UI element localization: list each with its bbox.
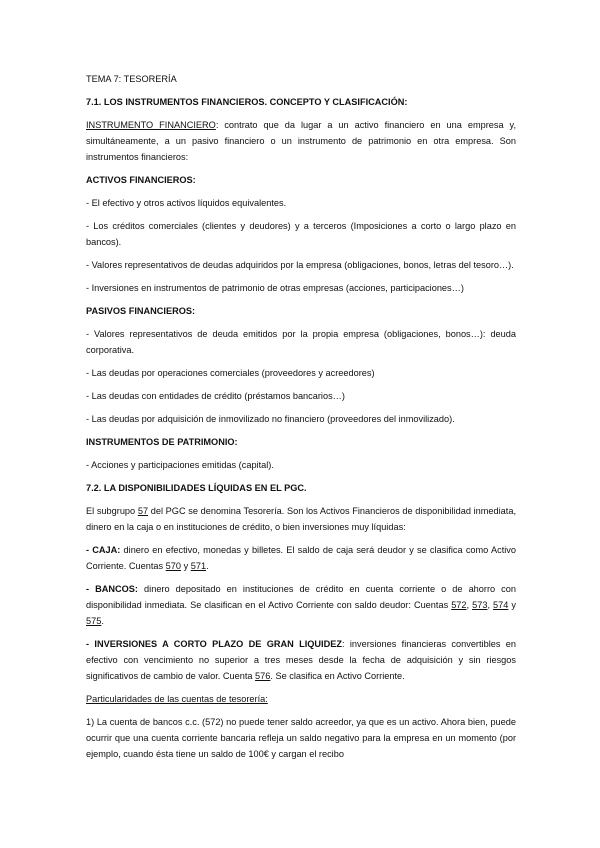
patrimonio-item-1: - Acciones y participaciones emitidas (capital). (86, 460, 274, 470)
account-571: 571 (190, 561, 207, 571)
definition-term: INSTRUMENTO FINANCIERO (86, 120, 216, 130)
section-7-1-title: 7.1. LOS INSTRUMENTOS FINANCIEROS. CONCEPTO Y CLASIFICACIÓN: (86, 97, 408, 107)
bancos-comma-2: , (487, 600, 494, 610)
section-7-2-title: 7.2. LA DISPONIBILIDADES LÍQUIDAS EN EL PGC. (86, 483, 307, 493)
inversiones-text-1: : inversiones financieras convertibles en efectivo con vencimiento no superior a tres meses desde la fecha de adquisición y sin riesgos significativos de cambio de valor. Cuenta (86, 639, 516, 681)
pasivos-item-1: - Valores representativos de deuda emitidos por la propia empresa (obligaciones, bonos…): deuda corporativa. (86, 329, 516, 355)
account-575: 575 (86, 616, 102, 626)
account-574: 574 (493, 600, 509, 610)
bancos-text: dinero depositado en instituciones de crédito en cuenta corriente o de ahorro con disponibilidad inmediata. Se clasifican en el Activo Corriente con saldo deudor: Cuentas (86, 584, 516, 610)
caja-text: dinero en efectivo, monedas y billetes. El saldo de caja será deudor y se clasifica como Activo Corriente. Cuentas (86, 545, 517, 571)
bancos-and: y (508, 600, 516, 610)
account-57: 57 (137, 506, 149, 516)
activos-item-3: - Valores representativos de deudas adquiridos por la empresa (obligaciones, bonos, letras del tesoro…). (86, 260, 514, 270)
bancos-end: . (101, 616, 104, 626)
subgrupo-paragraph (86, 503, 516, 535)
document-body (86, 71, 516, 769)
inversiones-text-2: . Se clasifica en Activo Corriente. (270, 671, 405, 681)
bancos-comma-1: , (466, 600, 473, 610)
activos-item-2: - Los créditos comerciales (clientes y deudores) y a terceros (Imposiciones a corto o largo plazo en bancos). (86, 221, 516, 247)
definition-paragraph (86, 117, 516, 165)
subgrupo-text-2: del PGC se denomina Tesorería. Son los Activos Financieros de disponibilidad inmediata, dinero en la caja o en instituciones de crédito, o bien inversiones muy líquidas: (86, 506, 516, 532)
activos-heading: ACTIVOS FINANCIEROS: (86, 175, 196, 185)
bancos-paragraph (86, 581, 516, 629)
caja-paragraph (86, 542, 516, 574)
account-576: 576 (255, 671, 271, 681)
particularidades-heading: Particularidades de las cuentas de tesorería: (86, 694, 268, 704)
pasivos-heading: PASIVOS FINANCIEROS: (86, 306, 196, 316)
activos-item-4: - Inversiones en instrumentos de patrimonio de otras empresas (acciones, participaciones…) (86, 283, 464, 293)
point-1-paragraph: 1) La cuenta de bancos c.c. (572) no puede tener saldo acreedor, ya que es un activo. Ahora bien, puede ocurrir que una cuenta corriente bancaria refleja un saldo negativo para la empresa en un momento (por ejemplo, cuando ésta tiene un saldo de 100€ y cargan el recibo (86, 717, 516, 759)
inversiones-label: - INVERSIONES A CORTO PLAZO DE GRAN LIQUIDEZ (86, 639, 342, 649)
account-570: 570 (165, 561, 182, 571)
caja-end: . (206, 561, 209, 571)
pasivos-item-3: - Las deudas con entidades de crédito (préstamos bancarios…) (86, 391, 345, 401)
account-573: 573 (472, 600, 488, 610)
pasivos-item-4: - Las deudas por adquisición de inmovilizado no financiero (proveedores del inmovilizado). (86, 414, 455, 424)
activos-item-1: - El efectivo y otros activos líquidos equivalentes. (86, 198, 287, 208)
definition-text: : contrato que da lugar a un activo financiero en una empresa y, simultáneamente, a un pasivo financiero o un instrumento de patrimonio en otra empresa. Son instrumentos financieros: (86, 120, 516, 162)
caja-label: - CAJA: (86, 545, 121, 555)
account-572: 572 (451, 600, 467, 610)
subgrupo-text-1: El subgrupo (86, 506, 138, 516)
tema-title: TEMA 7: TESORERÍA (86, 74, 177, 84)
pasivos-item-2: - Las deudas por operaciones comerciales (proveedores y acreedores) (86, 368, 375, 378)
inversiones-paragraph (86, 636, 516, 684)
caja-and: y (181, 561, 191, 571)
bancos-label: - BANCOS: (86, 584, 138, 594)
patrimonio-heading: INSTRUMENTOS DE PATRIMONIO: (86, 437, 238, 447)
